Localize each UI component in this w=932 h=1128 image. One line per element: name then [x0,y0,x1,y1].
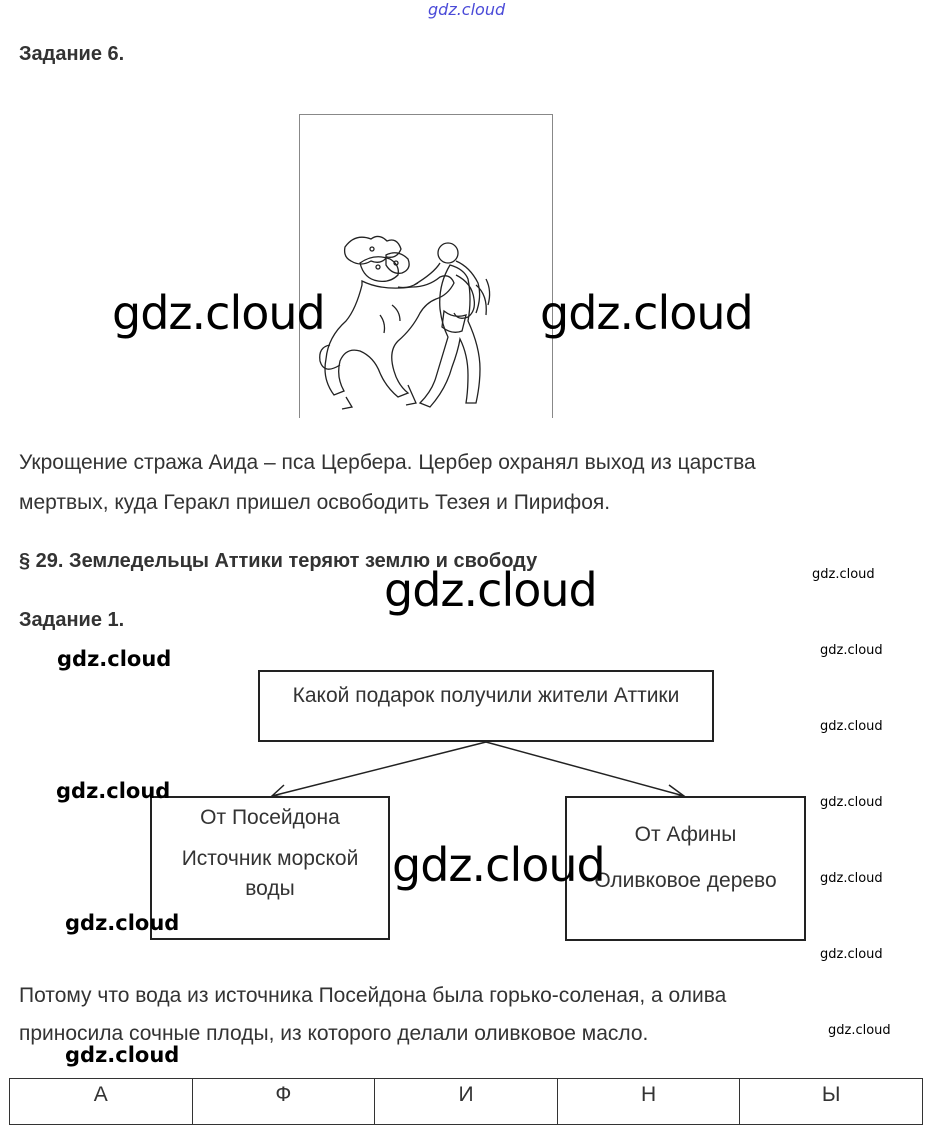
task6-caption-line2: мертвых, куда Геракл пришел освободить Тезея и Пирифоя. [19,491,611,514]
diagram-top-text: Какой подарок получили жители Аттики [292,684,680,707]
task6-caption-line1: Укрощение стража Аида – пса Цербера. Цербер охранял выход из царства [19,451,756,474]
watermark-mid: gdz.cloud [65,1043,180,1067]
table-cell: Ы [740,1079,923,1125]
task1-heading: Задание 1. [19,609,125,631]
section-heading: § 29. Земледельцы Аттики теряют землю и свободу [19,550,538,572]
table-row [10,1079,923,1125]
watermark-small: gdz.cloud [820,947,883,962]
watermark-small: gdz.cloud [828,1023,891,1038]
watermark-small: gdz.cloud [820,871,883,886]
arrow-to-right-box [486,742,684,796]
watermark-mid: gdz.cloud [56,779,171,803]
table-cell: И [375,1079,558,1125]
right-box-body: Оливковое дерево [594,869,777,892]
watermark-mid: gdz.cloud [57,647,172,671]
watermark-small: gdz.cloud [812,567,875,582]
watermark-big-center: gdz.cloud [384,563,597,617]
arrow-to-left-box [272,742,486,796]
watermark-big-left: gdz.cloud [112,286,325,340]
watermark-big-right: gdz.cloud [540,286,753,340]
table-cell: Ф [192,1079,375,1125]
task1-answer-line2: приносила сочные плоды, из которого делали оливковое масло. [19,1022,649,1045]
table-cell: Н [557,1079,740,1125]
watermark-small: gdz.cloud [820,719,883,734]
watermark-small: gdz.cloud [820,643,883,658]
diagram-left-box [150,796,390,940]
watermark-big-diagram: gdz.cloud [392,838,605,892]
watermark-mid: gdz.cloud [65,911,180,935]
task1-answer-line1: Потому что вода из источника Посейдона была горько-соленая, а олива [19,984,727,1007]
watermark-small: gdz.cloud [820,795,883,810]
right-box-title: От Афины [634,823,737,846]
letters-table [9,1078,923,1125]
left-box-title: От Посейдона [200,806,340,829]
task6-heading: Задание 6. [19,43,125,65]
table-cell: А [10,1079,193,1125]
left-box-body: Источник морской воды [181,847,359,900]
watermark-top: gdz.cloud [428,0,506,19]
